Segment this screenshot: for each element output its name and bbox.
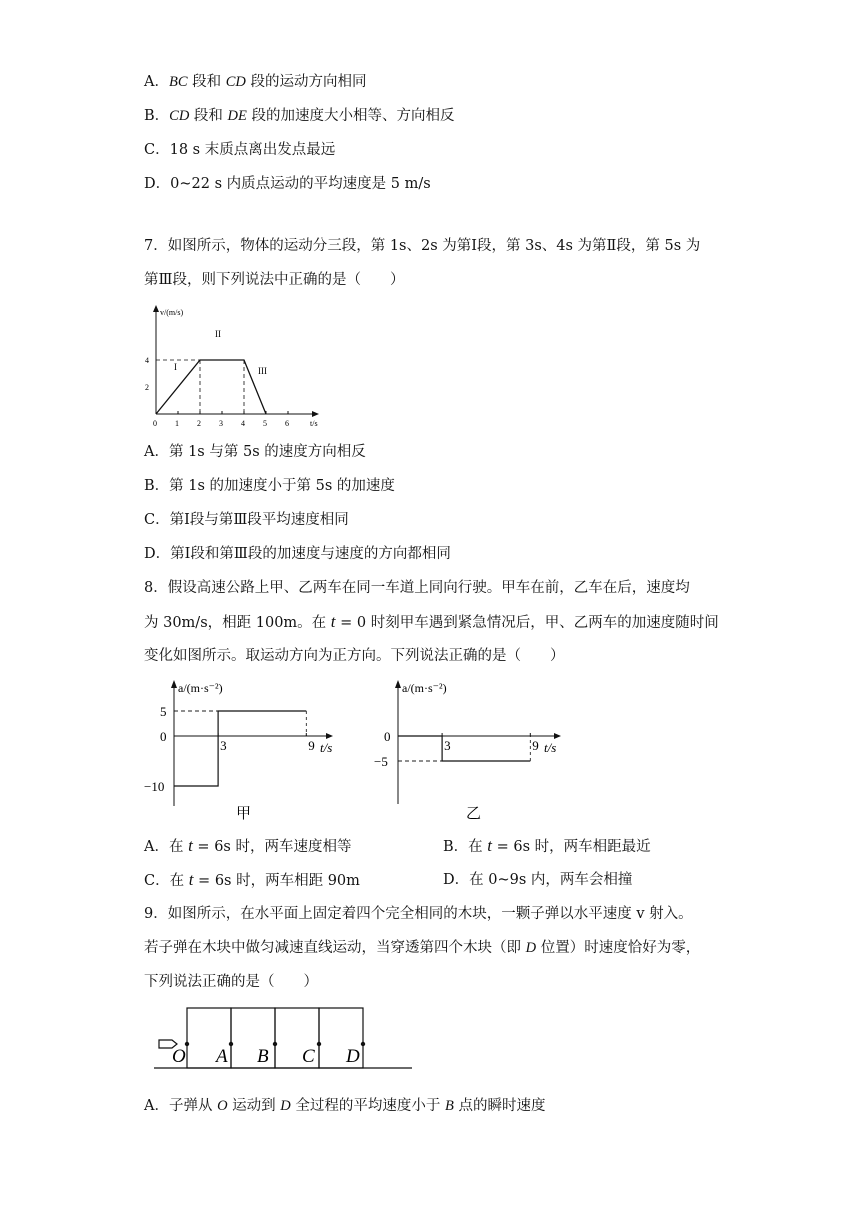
q7-x-label: t/s (310, 419, 318, 428)
q7-x-tick-label: 2 (197, 419, 201, 428)
q7-option-d: D．第Ⅰ段和第Ⅲ段的加速度与速度的方向都相同 (144, 546, 451, 562)
yi-acceleration-line (398, 736, 530, 761)
q7-segment-label-1: I (174, 362, 177, 372)
q8-stem-line1: 8．假设高速公路上甲、乙两车在同一车道上同向行驶。甲车在前，乙车在后，速度均 (144, 580, 690, 596)
q9-stem-line2: 若子弹在木块中做匀减速直线运动，当穿透第四个木块（即 D 位置）时速度恰好为零， (144, 940, 701, 956)
yi-x-tick-label: 3 (444, 738, 451, 753)
q7-velocity-line (156, 360, 266, 414)
jia-x-arrow (326, 733, 333, 739)
q7-y-tick-label: 2 (145, 383, 149, 392)
q7-segment-label-2: II (215, 329, 221, 339)
q7-option-c: C．第Ⅰ段与第Ⅲ段平均速度相同 (144, 512, 349, 528)
yi-y-arrow (395, 680, 401, 688)
yi-y-tick-label: 0 (384, 729, 391, 744)
point-a-dot (229, 1042, 233, 1046)
q7-stem-line2: 第Ⅲ段，则下列说法中正确的是（ ） (144, 272, 405, 288)
jia-y-tick-label: 0 (160, 729, 167, 744)
q6-option-b: B．CD 段和 DE 段的加速度大小相等、方向相反 (144, 108, 455, 124)
q9-blocks-figure (150, 1004, 420, 1076)
yi-y-tick-label: −5 (374, 754, 388, 769)
q8-option-b: B．在 t = 6s 时，两车相距最近 (443, 836, 651, 855)
jia-y-label: a/(m·s⁻²) (178, 681, 223, 695)
yi-x-arrow (554, 733, 561, 739)
label-o: O (172, 1046, 186, 1067)
jia-acceleration-line (174, 711, 306, 786)
q7-x-tick-label: 3 (219, 419, 223, 428)
point-c-dot (317, 1042, 321, 1046)
q8-option-a: A．在 t = 6s 时，两车速度相等 (144, 836, 352, 855)
label-c: C (302, 1046, 315, 1067)
label-a: A (216, 1046, 228, 1067)
q9-stem-line3: 下列说法正确的是（ ） (144, 974, 318, 990)
q8-option-d: D．在 0~9s 内，两车会相撞 (443, 872, 633, 888)
q7-x-tick-label: 4 (241, 419, 245, 428)
q7-x-tick-label: 0 (153, 419, 157, 428)
jia-x-tick-label: 9 (308, 738, 315, 753)
yi-x-tick-label: 9 (532, 738, 539, 753)
q8-stem-line3: 变化如图所示。取运动方向为正方向。下列说法正确的是（ ） (144, 648, 565, 664)
q7-x-tick-label: 5 (263, 419, 267, 428)
q7-x-tick-label: 6 (285, 419, 289, 428)
q6-option-d: D．0~22 s 内质点运动的平均速度是 5 m/s (144, 176, 431, 192)
q9-stem-line1: 9．如图所示，在水平面上固定着四个完全相同的木块，一颗子弹以水平速度 v 射入。 (144, 906, 693, 922)
q8-stem-line2: 为 30m/s，相距 100m。在 t = 0 时刻甲车遇到紧急情况后，甲、乙两车的加速度随时间 (144, 612, 719, 631)
q7-option-b: B．第 1s 的加速度小于第 5s 的加速度 (144, 478, 395, 494)
q8-chart-jia (140, 676, 340, 826)
jia-caption: 甲 (236, 806, 252, 822)
q7-y-tick-label: 4 (145, 356, 149, 365)
point-d-dot (361, 1042, 365, 1046)
q7-x-arrow (312, 411, 319, 417)
q6-option-a: A．BC 段和 CD 段的运动方向相同 (144, 74, 367, 90)
q7-y-label: v/(m/s) (160, 308, 184, 317)
yi-caption: 乙 (466, 806, 482, 822)
jia-x-label: t/s (320, 740, 333, 755)
yi-y-label: a/(m·s⁻²) (402, 681, 447, 695)
q7-stem-line1: 7．如图所示，物体的运动分三段，第 1s、2s 为第Ⅰ段，第 3s、4s 为第Ⅱ段，第 5s 为 (144, 238, 701, 254)
q7-y-arrow (153, 305, 159, 312)
jia-y-arrow (171, 680, 177, 688)
q7-vt-chart (140, 302, 330, 432)
q6-option-c: C．18 s 末质点离出发点最远 (144, 142, 336, 158)
yi-x-label: t/s (544, 740, 557, 755)
label-d: D (346, 1046, 360, 1067)
jia-y-tick-label: −10 (144, 779, 165, 794)
label-b: B (257, 1046, 269, 1067)
q8-option-c: C．在 t = 6s 时，两车相距 90m (144, 870, 360, 889)
jia-x-tick-label: 3 (220, 738, 227, 753)
q7-x-tick-label: 1 (175, 419, 179, 428)
jia-y-tick-label: 5 (160, 704, 167, 719)
q8-chart-yi (368, 676, 568, 826)
q7-segment-label-3: III (258, 366, 267, 376)
q9-option-a: A．子弹从 O 运动到 D 全过程的平均速度小于 B 点的瞬时速度 (144, 1098, 546, 1114)
point-b-dot (273, 1042, 277, 1046)
q7-option-a: A．第 1s 与第 5s 的速度方向相反 (144, 444, 366, 460)
